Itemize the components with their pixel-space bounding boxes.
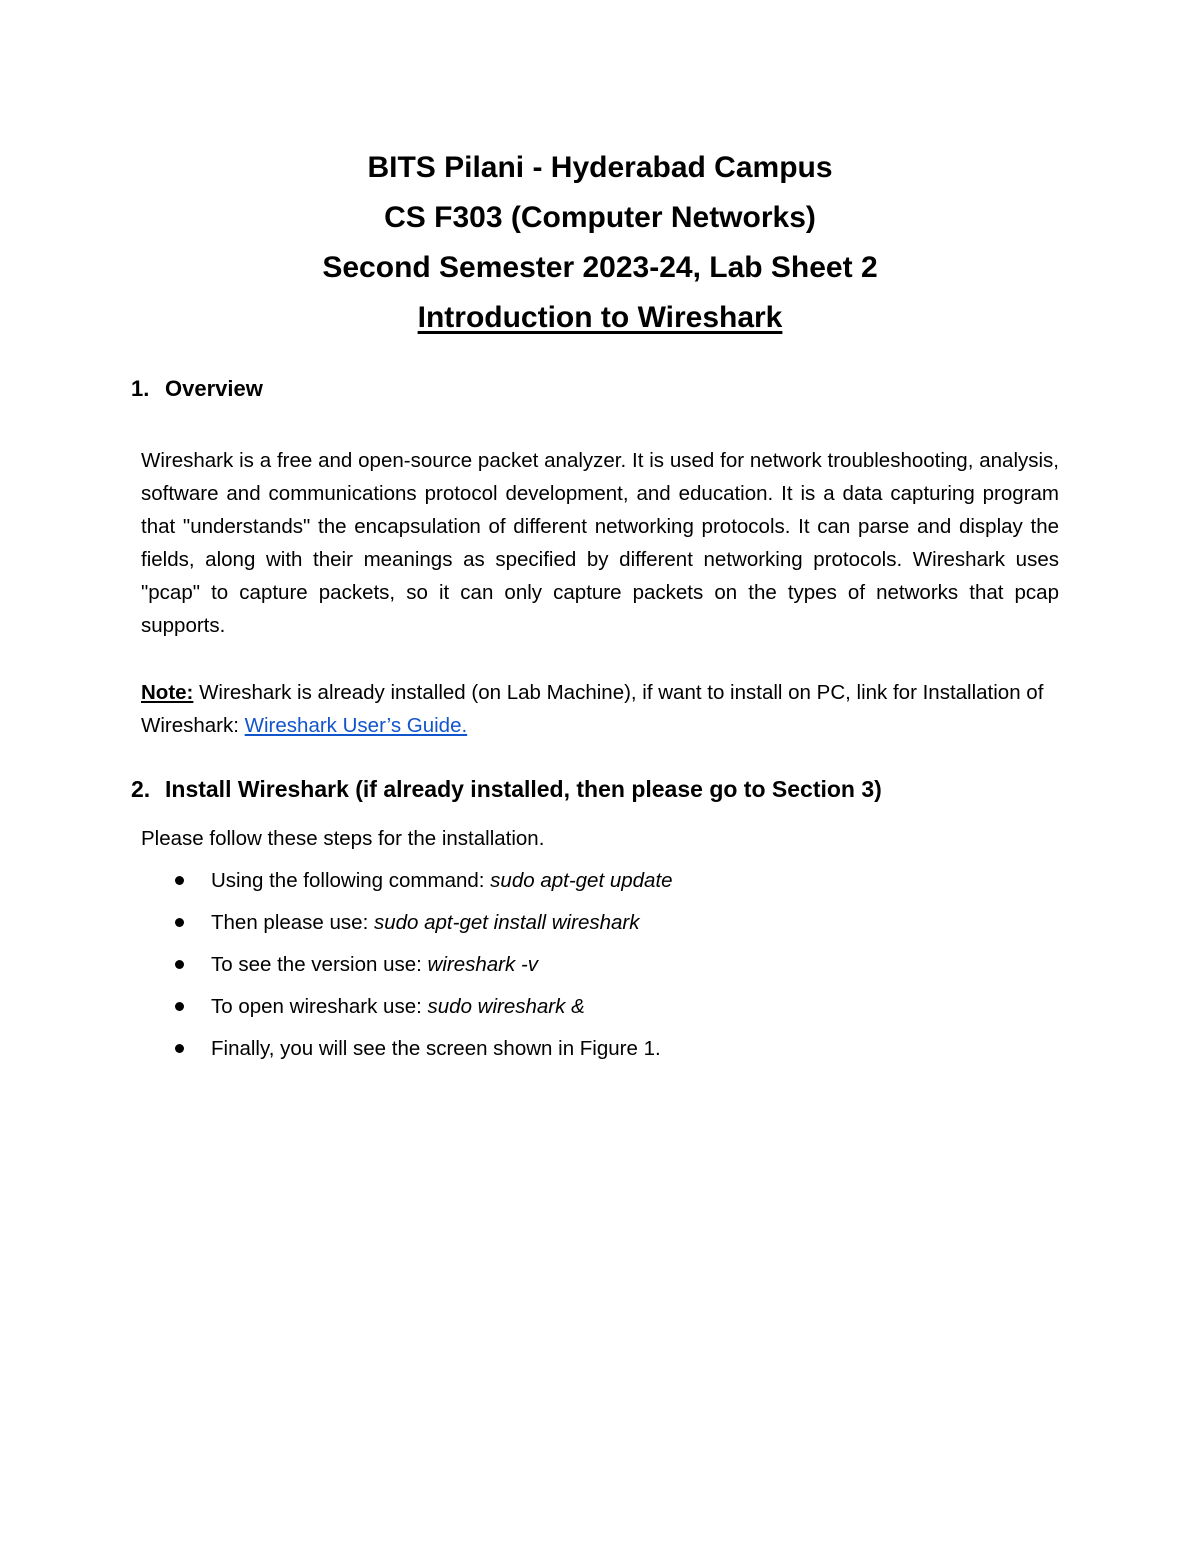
section-number: 2. xyxy=(131,776,151,802)
document-title-text: Introduction to Wireshark xyxy=(417,301,783,334)
section-number: 1. xyxy=(131,376,150,401)
install-intro-text: Please follow these steps for the installation. xyxy=(141,827,545,850)
section-heading-overview xyxy=(131,376,263,402)
step-command: wireshark -v xyxy=(427,953,539,976)
semester-line: Second Semester 2023-24, Lab Sheet 2 xyxy=(322,251,878,284)
section-heading-install xyxy=(131,776,882,803)
step-command: sudo apt-get update xyxy=(490,869,673,892)
institution-name: BITS Pilani - Hyderabad Campus xyxy=(367,151,833,184)
bullet-icon xyxy=(175,918,184,927)
document-title xyxy=(0,293,1200,343)
wireshark-users-guide-link[interactable]: Wireshark User’s Guide. xyxy=(244,714,468,737)
step-command: sudo wireshark & xyxy=(427,995,585,1018)
bullet-icon xyxy=(175,876,184,885)
step-command: sudo apt-get install wireshark xyxy=(373,911,640,934)
step-text: Using the following command: xyxy=(211,869,491,892)
document-header xyxy=(0,143,1200,343)
bullet-icon xyxy=(175,960,184,969)
step-text: Then please use: xyxy=(211,911,374,934)
note-label: Note: xyxy=(141,681,194,704)
section-title: Overview xyxy=(165,376,263,401)
installation-note xyxy=(141,676,1059,742)
overview-paragraph: Wireshark is a free and open-source packet analyzer. It is used for network troubleshooting, analysis, software and communications protocol development, and education. It is a data capturing program that "understands" the encapsulation of different networking protocols. It can parse and display the fields, along with their meanings as specified by different networking protocols. Wireshark uses "pcap" to capture packets, so it can only capture packets on the types of networks that pcap supports. xyxy=(141,449,1059,637)
bullet-icon xyxy=(175,1002,184,1011)
course-name: CS F303 (Computer Networks) xyxy=(384,201,816,234)
step-text: Finally, you will see the screen shown in Figure 1. xyxy=(211,1037,661,1060)
note-text: Wireshark is already installed (on Lab Machine), if want to install on PC, link for Installation of Wireshark: xyxy=(141,681,1044,737)
section-title: Install Wireshark (if already installed, then please go to Section 3) xyxy=(165,776,882,802)
step-text: To see the version use: xyxy=(211,953,428,976)
bullet-icon xyxy=(175,1044,184,1053)
step-text: To open wireshark use: xyxy=(211,995,428,1018)
